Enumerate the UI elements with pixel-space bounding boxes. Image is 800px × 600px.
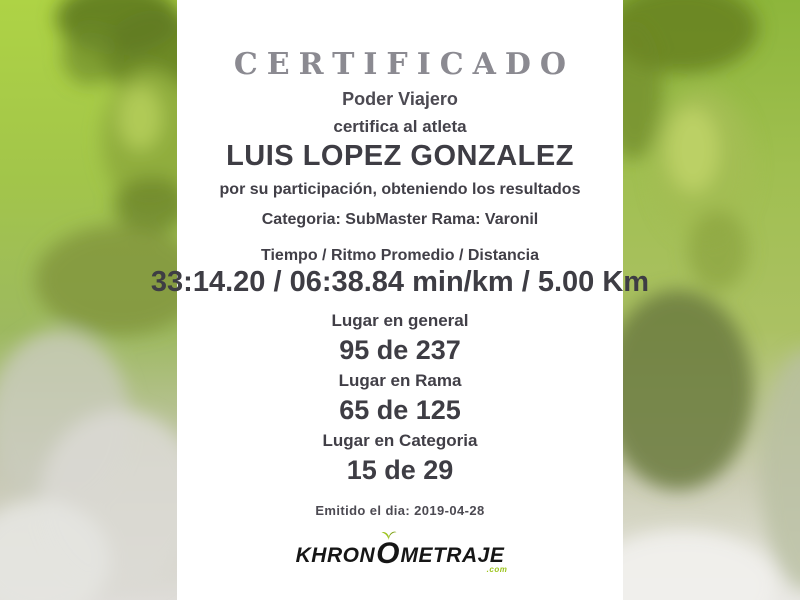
certifies-label: certifica al atleta bbox=[333, 117, 467, 136]
metrics-values: 33:14.20 / 06:38.84 min/km / 5.00 Km bbox=[150, 266, 650, 298]
logo-letter-o: O bbox=[376, 537, 400, 570]
issued-date-line: Emitido el dia: 2019-04-28 bbox=[315, 503, 485, 518]
logo-o-container bbox=[375, 533, 400, 573]
place-gender-value: 65 de 125 bbox=[339, 395, 461, 425]
place-category-value: 15 de 29 bbox=[346, 455, 454, 485]
place-overall-label: Lugar en general bbox=[331, 311, 469, 330]
metrics-header: Tiempo / Ritmo Promedio / Distancia bbox=[261, 247, 539, 264]
logo-tld: .com bbox=[486, 565, 508, 574]
certificate-title: CERTIFICADO bbox=[233, 47, 576, 82]
place-overall-value: 95 de 237 bbox=[339, 335, 461, 365]
khronometraje-logo[interactable] bbox=[295, 533, 508, 576]
organizer-name: Poder Viajero bbox=[342, 89, 458, 109]
logo-row bbox=[0, 533, 800, 576]
logo-text-left: KHRON bbox=[295, 544, 376, 567]
participation-line: por su participación, obteniendo los resultados bbox=[219, 181, 581, 198]
place-gender-label: Lugar en Rama bbox=[338, 371, 462, 390]
athlete-name: LUIS LOPEZ GONZALEZ bbox=[226, 140, 574, 172]
logo-text-right: METRAJE bbox=[400, 544, 505, 567]
category-rama-line: Categoria: SubMaster Rama: Varonil bbox=[261, 211, 539, 228]
place-category-label: Lugar en Categoria bbox=[322, 431, 478, 450]
